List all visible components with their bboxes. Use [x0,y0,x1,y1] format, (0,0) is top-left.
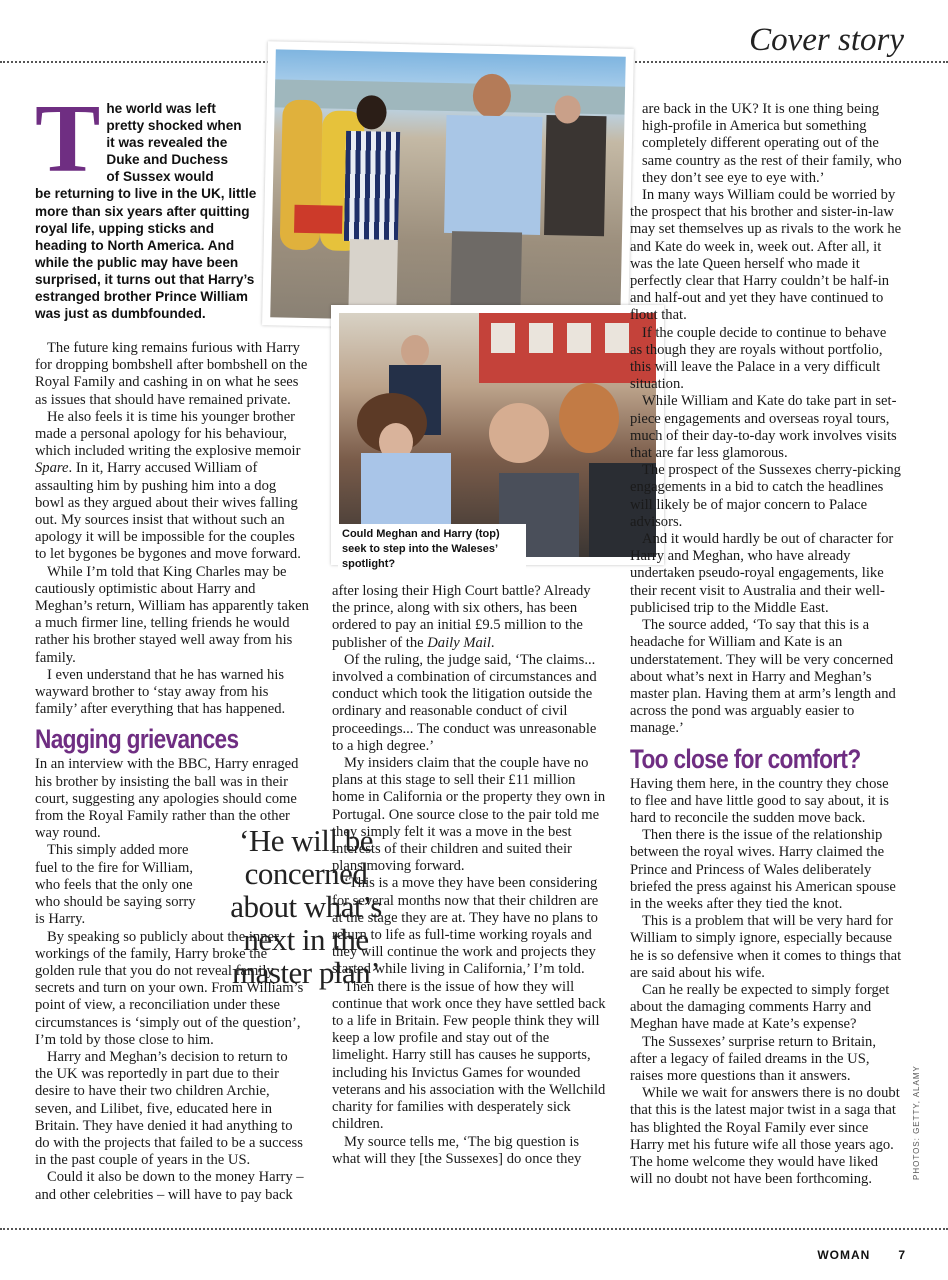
col3-paragraph: The source added, ‘To say that this is a headache for William and Kate is an understatement. They will be very concerned about what’s next in Harry and Meghan’s master plan. Having them at arm’s length and across the pond was arguably easier to manage.’ [630,617,896,737]
col2-paragraph: My insiders claim that the couple have no plans at this stage to sell their £11 million home in California or the property they own in Portugal. One source close to the pair told me they simply felt it was a move in the best interests of their children and suited their plans moving forward. [332,755,606,875]
photo-credit: PHOTOS: GETTY, ALAMY [912,1065,921,1180]
drop-cap: T [35,85,101,193]
section-header: Cover story [749,22,904,58]
col3-paragraph: are back in the UK? It is one thing being high-profile in America but something completely different operating out of the same country as the rest of their family, who they don’t see eye to eye with.’ [642,101,902,186]
lead-line-2: pretty shocked when [106,118,242,134]
col3-paragraph: And it would hardly be out of character for Harry and Meghan, who have already undertaken pseudo-royal engagements, like their recent visit to Australia and their well-publicised trip to the Middle East. [630,531,894,616]
lead-line-1: he world was left [106,101,216,116]
col1-paragraph: While I’m told that King Charles may be cautiously optimistic about Harry and Meghan’s return, William has apparently taken a much firmer line, telling friends he would rather his brother stayed well away from his family. [35,563,309,666]
col3-paragraph: In many ways William could be worried by the prospect that his brother and sister-in-law may set themselves up as rivals to the work he and Kate do week in, week out. After all, it was the late Queen herself who made it perfectly clear that Harry couldn’t be half-in and half-out and yet they have continued to flout that. [630,187,902,324]
col3-paragraph: Having them here, in the country they chose to flee and have little good to say about, it is hard to reconcile the sudden move back. [630,775,889,826]
col1-paragraph: This simply added more fuel to the fire for William, who feels that the only one who should be saying sorry is Harry. [35,842,196,928]
col2-paragraph: Then there is the issue of how they will continue that work once they have settled back to a life in Britain. Few people think they will keep a low profile and stay out of the limelight. Harry still has causes he supports, including his Invictus Games for wounded veterans and his association with the Wellchild charity for families with desperately sick children. [332,978,606,1133]
col2-paragraph: ‘This is a move they have been considering for several months now that their children are at the stage they are at. They have no plans to return to life as full-time working royals and they will continue the work and projects they started while living in California,’ I’m told. [332,875,599,978]
column-1 [35,340,309,1204]
photo-caption: Could Meghan and Harry (top) seek to step into the Waleses’ spotlight? [338,524,526,575]
pull-quote: ‘He will be concerned about what’s next in the master plan’ [230,823,382,990]
lead-paragraph [35,85,263,322]
newspaper-title: Daily Mail [427,634,491,651]
book-title: Spare [35,460,69,477]
subheading-nagging-grievances: Nagging grievances [35,724,239,755]
lead-rest: be returning to live in the UK, little more than six years after quitting royal life, upping sticks and heading to North America. And while the public may have been surprised, it turns out that Harry’s estranged brother Prince William was just as dumbfounded. [35,186,257,322]
col1-paragraph: I even understand that he has warned his wayward brother to ‘stay away from his family’ after everything that has happened. [35,666,286,718]
col3-paragraph: The Sussexes’ surprise return to Britain, after a legacy of failed dreams in the US, raises more questions than it answers. [630,1033,876,1084]
col3-paragraph: While we wait for answers there is no doubt that this is the latest major twist in a saga that has blighted the Royal Family ever since Harry met his future wife all those years ago. The home welcome they would have liked will no doubt not have been forthcoming. [630,1085,900,1188]
lead-line-4: Duke and Duchess [106,152,229,168]
col1-paragraph: He also feels it is time his younger brother made a personal apology for his behaviour, which included writing the explosive memoir Spare. In it, Harry accused William of assaulting him by pushing him into a dog bowl as they argued about their wives falling out. My sources insist that without such an apology it will be impossible for the couples to let bygones be bygones and move forward. [35,408,301,563]
col2-paragraph: Of the ruling, the judge said, ‘The claims... involved a combination of circumstances and conduct which took the litigation outside the ordinary and reasonable conduct of civil proceedings... The conduct was unreasonable to a high degree.’ [332,651,597,754]
col1-paragraph: Harry and Meghan’s decision to return to the UK was reportedly in part due to their desire to have their two children Archie, seven, and Lilibet, five, educated here in Britain. They have denied it had anything to do with the projects that failed to be a success in the past couple of years in the US. [35,1048,303,1169]
col3-paragraph: Then there is the issue of the relationship between the royal wives. Harry claimed the Prince and Princess of Wales deliberately briefed the press against his American spouse in the weeks after they tied the knot. [630,827,896,912]
bottom-divider [0,1228,948,1230]
column-3 [630,101,902,1188]
lead-line-3: it was revealed the [106,135,228,151]
col3-paragraph: Can he really be expected to simply forget about the damaging comments Harry and Meghan have made at Kate’s expense? [630,981,890,1033]
col1-paragraph: The future king remains furious with Harry for dropping bombshell after bombshell on the Royal Family and cashing in on what he sees as issues that should have remained private. [35,340,308,408]
col3-paragraph: This is a problem that will be very hard for William to simply ignore, especially because he is so defensive when it comes to things that are said about his wife. [630,913,902,981]
beach-photo [262,41,634,333]
magazine-name: WOMAN [817,1248,871,1262]
col2-paragraph: My source tells me, ‘The big question is what will they [the Sussexes] do once they [332,1133,582,1167]
col1-paragraph: Could it also be down to the money Harry – and other celebrities – will have to pay back [35,1169,304,1203]
col3-paragraph: While William and Kate do take part in set-piece engagements and overseas royal tours, much of their day-to-day work involves visits that are far less glamorous. [630,393,897,462]
beach-photo-image [270,49,626,324]
col1-paragraph: By speaking so publicly about the inner workings of the family, Harry broke the golden rule that you do not reveal family secrets and turn on your own. From William’s point of view, a reconciliation under these circumstances is ‘simply out of the question’, I’m told by those close to him. [35,928,304,1048]
page-number: 7 [898,1248,906,1262]
crowd-photo-image [339,313,656,557]
lead-line-5: of Sussex would [106,169,214,185]
col3-paragraph: If the couple decide to continue to behave as though they are royals without portfolio, this will leave the Palace in a very difficult situation. [630,324,887,393]
page-footer [789,1248,906,1262]
subheading-too-close-for-comfort: Too close for comfort? [630,743,861,774]
col2-paragraph: after losing their High Court battle? Already the prince, along with six others, has been ordered to pay an initial £9.5 million to the publisher of the Daily Mail. [332,583,591,651]
col3-paragraph: The prospect of the Sussexes cherry-picking engagements in a bid to catch the headlines will likely be of major concern to Palace advisors. [630,462,901,530]
col1-paragraph: In an interview with the BBC, Harry enraged his brother by insisting the ball was in their court, suggesting any apologies should come from the Royal Family rather than the other way round. [35,756,299,842]
